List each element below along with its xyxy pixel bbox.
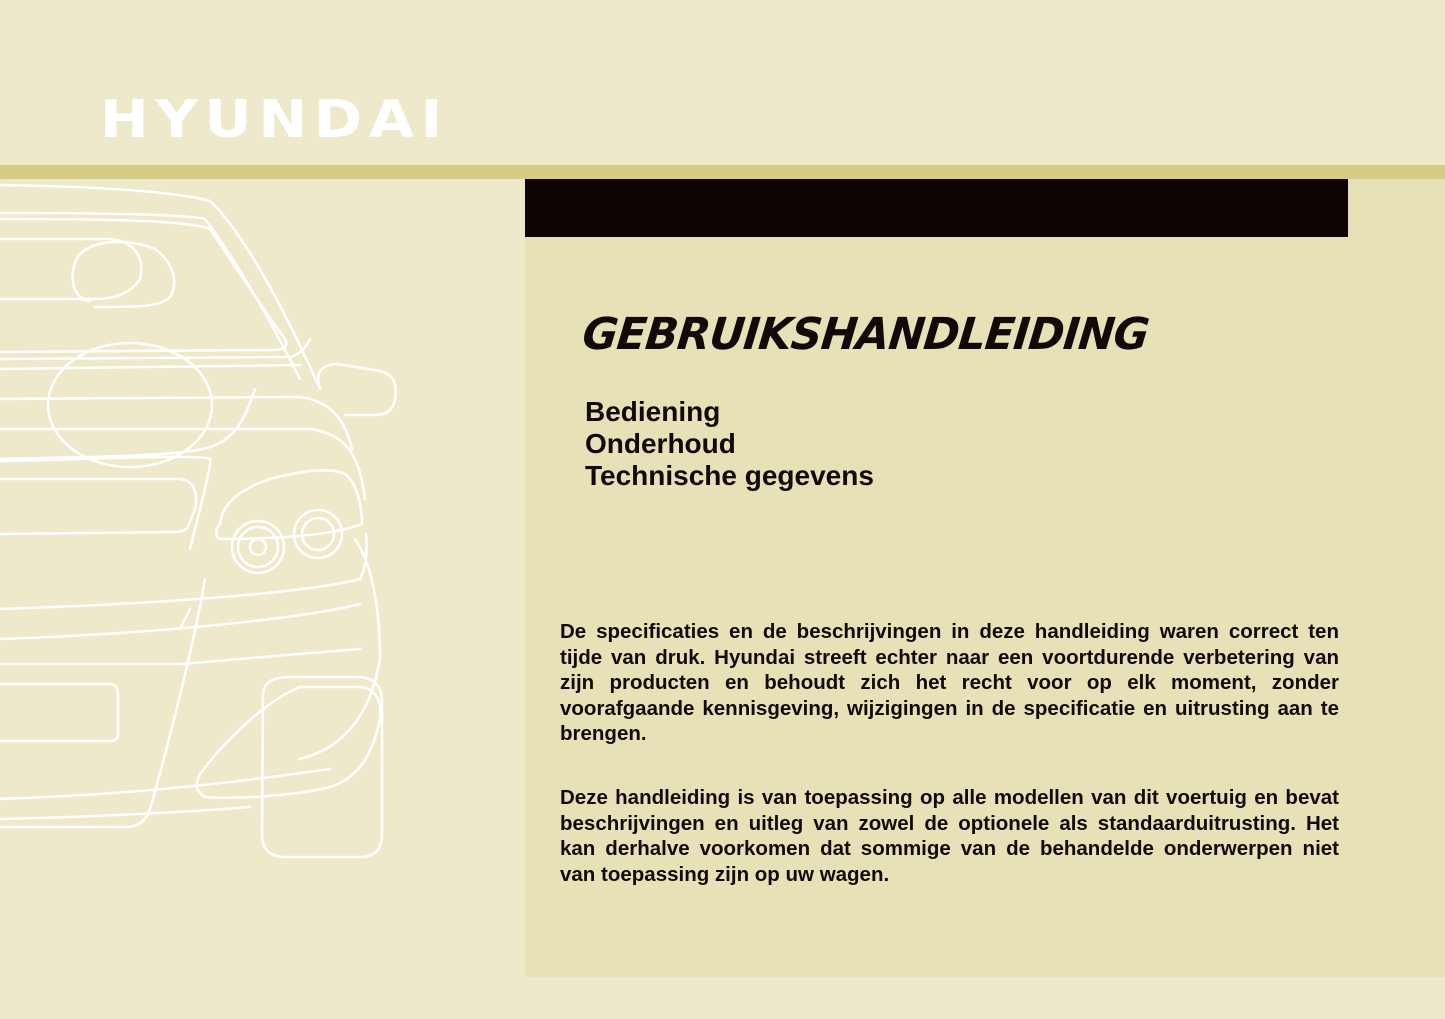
header-bar bbox=[525, 179, 1348, 237]
info-panel bbox=[525, 179, 1445, 977]
manual-title: GEBRUIKSHANDLEIDING bbox=[580, 309, 1151, 360]
section-technical-data: Technische gegevens bbox=[585, 460, 874, 491]
section-operation: Bediening bbox=[585, 396, 721, 427]
gold-stripe bbox=[0, 165, 1445, 179]
disclaimer-paragraph: De specificaties en de beschrijvingen in deze handleiding waren correct ten tijde van druk. Hyundai streeft echter naar een voortdurende verbetering van zijn producten en behoudt zich het recht voor op elk moment, zonder voorafgaande kennisgeving, wijzigingen in de specificatie en uitrusting aan te brengen. bbox=[560, 620, 1339, 745]
hyundai-logo: HYUNDAI bbox=[100, 90, 450, 150]
applicability-paragraph: Deze handleiding is van toepassing op alle modellen van dit voertuig en bevat beschrijvingen en uitleg van zowel de optionele als standaarduitrusting. Het kan derhalve voorkomen dat sommige van de behandelde onderwerpen niet van toepassing zijn op uw wagen. bbox=[560, 786, 1339, 886]
car-front-outline-icon bbox=[0, 179, 420, 879]
section-maintenance: Onderhoud bbox=[585, 428, 736, 459]
section-list bbox=[585, 396, 874, 492]
